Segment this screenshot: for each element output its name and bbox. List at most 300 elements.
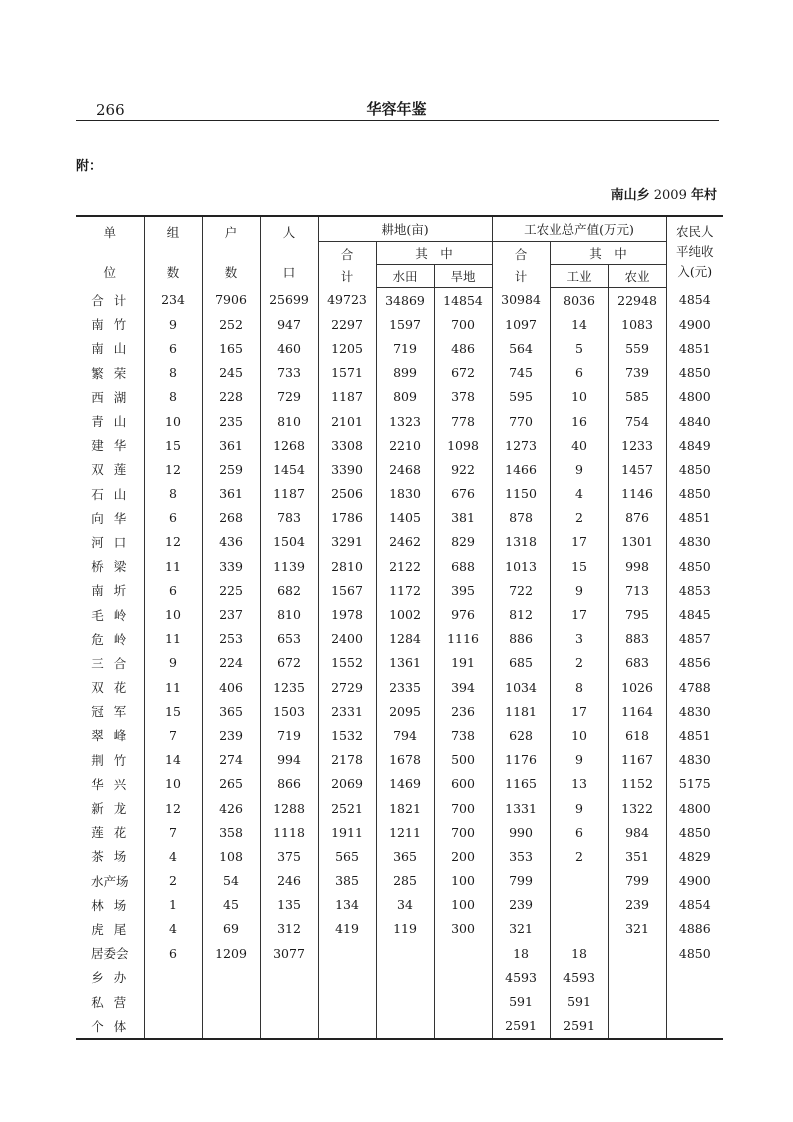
output-total-cell: 1181 — [492, 699, 550, 723]
output-total-cell: 591 — [492, 989, 550, 1013]
caption-place: 南山乡 — [610, 188, 650, 203]
dry-land-cell: 600 — [434, 772, 492, 796]
col-paddy: 水田 — [376, 265, 434, 288]
dry-land-cell — [434, 989, 492, 1013]
farmland-total-cell: 134 — [318, 893, 376, 917]
unit-name: 冠军 — [91, 704, 137, 720]
groups-cell: 9 — [144, 312, 202, 336]
income-cell: 4850 — [666, 457, 723, 481]
income-cell — [666, 965, 723, 989]
table-row — [76, 312, 723, 336]
farmland-total-cell: 2521 — [318, 796, 376, 820]
population-cell: 719 — [260, 723, 318, 747]
agriculture-cell: 618 — [608, 723, 666, 747]
households-cell: 54 — [202, 869, 260, 893]
industry-cell: 4593 — [550, 965, 608, 989]
col-farmland-total — [318, 242, 376, 288]
table-row — [76, 409, 723, 433]
paddy-cell: 119 — [376, 917, 434, 941]
population-cell: 810 — [260, 602, 318, 626]
paddy-cell: 809 — [376, 385, 434, 409]
industry-cell: 9 — [550, 578, 608, 602]
groups-cell: 8 — [144, 482, 202, 506]
table-row — [76, 482, 723, 506]
table-row — [76, 675, 723, 699]
agriculture-cell: 1146 — [608, 482, 666, 506]
income-cell: 4853 — [666, 578, 723, 602]
industry-cell: 9 — [550, 457, 608, 481]
table-row — [76, 869, 723, 893]
income-cell: 4840 — [666, 409, 723, 433]
dry-land-cell: 700 — [434, 312, 492, 336]
unit-name: 虎尾 — [91, 921, 137, 937]
households-cell: 1209 — [202, 941, 260, 965]
population-cell: 246 — [260, 869, 318, 893]
farmland-total-cell — [318, 1014, 376, 1039]
col-unit-bottom: 位 — [103, 265, 116, 281]
groups-cell: 7 — [144, 723, 202, 747]
industry-cell: 40 — [550, 433, 608, 457]
population-cell: 733 — [260, 361, 318, 385]
paddy-cell: 365 — [376, 844, 434, 868]
agriculture-cell — [608, 989, 666, 1013]
agriculture-cell: 1164 — [608, 699, 666, 723]
income-cell: 4850 — [666, 941, 723, 965]
households-cell: 235 — [202, 409, 260, 433]
industry-cell: 3 — [550, 627, 608, 651]
unit-name: 水产场 — [90, 873, 129, 889]
households-cell: 253 — [202, 627, 260, 651]
output-total-cell: 1034 — [492, 675, 550, 699]
population-cell: 25699 — [260, 288, 318, 313]
table-row — [76, 530, 723, 554]
output-total-cell: 878 — [492, 506, 550, 530]
output-total-cell: 685 — [492, 651, 550, 675]
output-total-cell: 799 — [492, 869, 550, 893]
agriculture-cell: 239 — [608, 893, 666, 917]
agriculture-cell: 1322 — [608, 796, 666, 820]
col-output-total-top: 合 — [514, 246, 528, 262]
income-cell: 4900 — [666, 869, 723, 893]
farmland-total-cell: 1571 — [318, 361, 376, 385]
households-cell — [202, 1014, 260, 1039]
industry-cell: 16 — [550, 409, 608, 433]
industry-cell: 17 — [550, 699, 608, 723]
unit-name: 毛岭 — [91, 607, 137, 623]
table-row — [76, 288, 723, 313]
output-total-cell: 2591 — [492, 1014, 550, 1039]
groups-cell: 8 — [144, 361, 202, 385]
households-cell: 361 — [202, 482, 260, 506]
groups-cell: 9 — [144, 651, 202, 675]
population-cell: 866 — [260, 772, 318, 796]
population-cell: 1235 — [260, 675, 318, 699]
paddy-cell: 2335 — [376, 675, 434, 699]
col-unit-top: 单 — [103, 225, 116, 241]
groups-cell: 12 — [144, 457, 202, 481]
farmland-total-cell: 3291 — [318, 530, 376, 554]
table-row — [76, 796, 723, 820]
farmland-total-cell: 49723 — [318, 288, 376, 313]
income-cell: 4788 — [666, 675, 723, 699]
industry-cell: 8 — [550, 675, 608, 699]
income-cell: 4800 — [666, 796, 723, 820]
agriculture-cell: 799 — [608, 869, 666, 893]
households-cell: 237 — [202, 602, 260, 626]
households-cell: 165 — [202, 336, 260, 360]
dry-land-cell: 688 — [434, 554, 492, 578]
households-cell: 245 — [202, 361, 260, 385]
unit-name: 私营 — [91, 994, 137, 1010]
groups-cell — [144, 989, 202, 1013]
income-cell: 4800 — [666, 385, 723, 409]
industry-cell: 10 — [550, 385, 608, 409]
dry-land-cell: 381 — [434, 506, 492, 530]
groups-cell: 4 — [144, 844, 202, 868]
income-cell: 4856 — [666, 651, 723, 675]
dry-land-cell — [434, 941, 492, 965]
caption-year: 2009 — [653, 188, 687, 203]
industry-cell: 14 — [550, 312, 608, 336]
agriculture-cell: 683 — [608, 651, 666, 675]
col-output-of-which: 其 中 — [550, 242, 666, 265]
groups-cell: 10 — [144, 409, 202, 433]
col-income-line3: 入(元) — [677, 264, 713, 280]
income-cell: 4854 — [666, 288, 723, 313]
unit-name: 双莲 — [91, 462, 137, 478]
paddy-cell: 1821 — [376, 796, 434, 820]
groups-cell: 6 — [144, 578, 202, 602]
households-cell: 259 — [202, 457, 260, 481]
farmland-total-cell: 1187 — [318, 385, 376, 409]
col-agriculture: 农业 — [608, 265, 666, 288]
agriculture-cell: 883 — [608, 627, 666, 651]
population-cell — [260, 989, 318, 1013]
population-cell: 1288 — [260, 796, 318, 820]
col-industry: 工业 — [550, 265, 608, 288]
population-cell: 810 — [260, 409, 318, 433]
agriculture-cell: 1233 — [608, 433, 666, 457]
dry-land-cell: 100 — [434, 869, 492, 893]
paddy-cell — [376, 989, 434, 1013]
farmland-total-cell: 2069 — [318, 772, 376, 796]
population-cell: 1503 — [260, 699, 318, 723]
output-total-cell: 30984 — [492, 288, 550, 313]
col-households — [202, 216, 260, 288]
col-groups-top: 组 — [166, 225, 180, 241]
dry-land-cell: 700 — [434, 796, 492, 820]
farmland-total-cell: 3308 — [318, 433, 376, 457]
output-total-cell: 1150 — [492, 482, 550, 506]
output-total-cell: 4593 — [492, 965, 550, 989]
output-total-cell: 1097 — [492, 312, 550, 336]
output-total-cell: 1318 — [492, 530, 550, 554]
table-row — [76, 602, 723, 626]
industry-cell: 6 — [550, 820, 608, 844]
households-cell: 339 — [202, 554, 260, 578]
groups-cell: 11 — [144, 554, 202, 578]
table-row — [76, 723, 723, 747]
households-cell: 252 — [202, 312, 260, 336]
population-cell: 135 — [260, 893, 318, 917]
unit-name: 河口 — [91, 534, 137, 550]
farmland-total-cell: 1786 — [318, 506, 376, 530]
page-number: 266 — [96, 101, 125, 119]
farmland-total-cell: 2101 — [318, 409, 376, 433]
agriculture-cell: 754 — [608, 409, 666, 433]
unit-name: 南圻 — [91, 583, 137, 599]
industry-cell: 17 — [550, 602, 608, 626]
industry-cell: 2 — [550, 651, 608, 675]
industry-cell: 8036 — [550, 288, 608, 313]
groups-cell: 6 — [144, 941, 202, 965]
industry-cell: 2 — [550, 506, 608, 530]
population-cell: 682 — [260, 578, 318, 602]
groups-cell: 1 — [144, 893, 202, 917]
farmland-total-cell: 2729 — [318, 675, 376, 699]
groups-cell: 234 — [144, 288, 202, 313]
table-body — [76, 288, 723, 1039]
income-cell: 4849 — [666, 433, 723, 457]
col-farmland-total-top: 合 — [340, 246, 354, 262]
output-total-cell: 595 — [492, 385, 550, 409]
income-cell: 4850 — [666, 820, 723, 844]
households-cell: 436 — [202, 530, 260, 554]
col-households-top: 户 — [224, 225, 238, 241]
table-row — [76, 385, 723, 409]
output-total-cell: 812 — [492, 602, 550, 626]
farmland-total-cell: 565 — [318, 844, 376, 868]
table-row — [76, 917, 723, 941]
industry-cell: 9 — [550, 748, 608, 772]
households-cell: 426 — [202, 796, 260, 820]
farmland-total-cell: 1205 — [318, 336, 376, 360]
paddy-cell: 2122 — [376, 554, 434, 578]
paddy-cell: 2468 — [376, 457, 434, 481]
paddy-cell: 899 — [376, 361, 434, 385]
dry-land-cell — [434, 1014, 492, 1039]
table-row — [76, 361, 723, 385]
paddy-cell: 1002 — [376, 602, 434, 626]
population-cell: 3077 — [260, 941, 318, 965]
output-total-cell: 18 — [492, 941, 550, 965]
farmland-total-cell: 1911 — [318, 820, 376, 844]
unit-name: 建华 — [91, 438, 137, 454]
income-cell: 4850 — [666, 361, 723, 385]
income-cell: 4851 — [666, 506, 723, 530]
unit-name: 西湖 — [91, 389, 137, 405]
farmland-total-cell: 2810 — [318, 554, 376, 578]
paddy-cell: 285 — [376, 869, 434, 893]
paddy-cell: 1678 — [376, 748, 434, 772]
dry-land-cell: 500 — [434, 748, 492, 772]
income-cell — [666, 1014, 723, 1039]
unit-name: 乡办 — [91, 970, 137, 986]
paddy-cell: 34869 — [376, 288, 434, 313]
agriculture-cell: 559 — [608, 336, 666, 360]
groups-cell: 10 — [144, 772, 202, 796]
population-cell — [260, 1014, 318, 1039]
households-cell: 406 — [202, 675, 260, 699]
industry-cell: 2591 — [550, 1014, 608, 1039]
output-total-cell: 321 — [492, 917, 550, 941]
income-cell: 4851 — [666, 336, 723, 360]
population-cell: 729 — [260, 385, 318, 409]
industry-cell — [550, 917, 608, 941]
population-cell: 1187 — [260, 482, 318, 506]
population-cell: 1118 — [260, 820, 318, 844]
agriculture-cell: 351 — [608, 844, 666, 868]
agriculture-cell: 1026 — [608, 675, 666, 699]
agriculture-cell: 1301 — [608, 530, 666, 554]
population-cell: 994 — [260, 748, 318, 772]
dry-land-cell: 700 — [434, 820, 492, 844]
farmland-total-cell: 419 — [318, 917, 376, 941]
industry-cell: 9 — [550, 796, 608, 820]
income-cell: 4900 — [666, 312, 723, 336]
agriculture-cell: 795 — [608, 602, 666, 626]
farmland-total-cell: 385 — [318, 869, 376, 893]
unit-name: 桥梁 — [91, 559, 137, 575]
income-cell: 4886 — [666, 917, 723, 941]
farmland-total-cell: 2400 — [318, 627, 376, 651]
section-label: 附： — [76, 159, 103, 174]
agriculture-cell: 876 — [608, 506, 666, 530]
agriculture-cell — [608, 1014, 666, 1039]
paddy-cell: 2210 — [376, 433, 434, 457]
unit-name: 新龙 — [91, 801, 137, 817]
agriculture-cell: 321 — [608, 917, 666, 941]
agriculture-cell: 1083 — [608, 312, 666, 336]
output-total-cell: 990 — [492, 820, 550, 844]
table-caption — [611, 184, 717, 203]
groups-cell — [144, 1014, 202, 1039]
col-population — [260, 216, 318, 288]
households-cell: 361 — [202, 433, 260, 457]
unit-name: 双花 — [91, 680, 137, 696]
paddy-cell: 794 — [376, 723, 434, 747]
col-population-top: 人 — [282, 225, 296, 241]
farmland-total-cell: 1567 — [318, 578, 376, 602]
population-cell: 1454 — [260, 457, 318, 481]
col-groups-bottom: 数 — [166, 265, 180, 281]
statistics-table — [76, 215, 723, 1040]
groups-cell: 11 — [144, 675, 202, 699]
income-cell: 4850 — [666, 554, 723, 578]
agriculture-cell: 1167 — [608, 748, 666, 772]
unit-name: 华兴 — [91, 776, 137, 792]
population-cell: 312 — [260, 917, 318, 941]
unit-name: 莲花 — [91, 825, 137, 841]
groups-cell: 4 — [144, 917, 202, 941]
table-row — [76, 336, 723, 360]
paddy-cell: 1172 — [376, 578, 434, 602]
industry-cell: 13 — [550, 772, 608, 796]
groups-cell: 6 — [144, 336, 202, 360]
industry-cell — [550, 893, 608, 917]
industry-cell: 17 — [550, 530, 608, 554]
dry-land-cell: 200 — [434, 844, 492, 868]
col-output-total — [492, 242, 550, 288]
paddy-cell — [376, 941, 434, 965]
groups-cell: 10 — [144, 602, 202, 626]
farmland-total-cell: 1978 — [318, 602, 376, 626]
dry-land-cell: 14854 — [434, 288, 492, 313]
industry-cell: 591 — [550, 989, 608, 1013]
agriculture-cell: 984 — [608, 820, 666, 844]
income-cell: 4830 — [666, 748, 723, 772]
header-rule — [76, 120, 719, 121]
table-row — [76, 748, 723, 772]
farmland-total-cell: 2297 — [318, 312, 376, 336]
paddy-cell — [376, 1014, 434, 1039]
paddy-cell: 1830 — [376, 482, 434, 506]
groups-cell: 15 — [144, 699, 202, 723]
table-row — [76, 506, 723, 530]
groups-cell: 14 — [144, 748, 202, 772]
population-cell: 783 — [260, 506, 318, 530]
table-row — [76, 578, 723, 602]
col-farmland: 耕地(亩) — [318, 216, 492, 242]
table-row — [76, 1014, 723, 1039]
income-cell: 5175 — [666, 772, 723, 796]
unit-name: 南竹 — [91, 317, 137, 333]
agriculture-cell — [608, 941, 666, 965]
unit-name: 南山 — [91, 341, 137, 357]
table-row — [76, 989, 723, 1013]
groups-cell: 6 — [144, 506, 202, 530]
farmland-total-cell: 2178 — [318, 748, 376, 772]
households-cell: 225 — [202, 578, 260, 602]
col-income-line1: 农民人 — [676, 224, 714, 240]
table-row — [76, 844, 723, 868]
unit-name: 青山 — [91, 414, 137, 430]
farmland-total-cell: 2331 — [318, 699, 376, 723]
agriculture-cell: 739 — [608, 361, 666, 385]
output-total-cell: 1176 — [492, 748, 550, 772]
dry-land-cell: 394 — [434, 675, 492, 699]
dry-land-cell — [434, 965, 492, 989]
households-cell: 7906 — [202, 288, 260, 313]
col-population-bottom: 口 — [282, 265, 296, 281]
paddy-cell: 1405 — [376, 506, 434, 530]
industry-cell: 5 — [550, 336, 608, 360]
income-cell: 4830 — [666, 530, 723, 554]
output-total-cell: 353 — [492, 844, 550, 868]
income-cell: 4830 — [666, 699, 723, 723]
output-total-cell: 628 — [492, 723, 550, 747]
col-dry-land: 旱地 — [434, 265, 492, 288]
unit-name: 三合 — [91, 655, 137, 671]
table-row — [76, 627, 723, 651]
output-total-cell: 1165 — [492, 772, 550, 796]
dry-land-cell: 236 — [434, 699, 492, 723]
dry-land-cell: 676 — [434, 482, 492, 506]
paddy-cell: 1323 — [376, 409, 434, 433]
industry-cell: 10 — [550, 723, 608, 747]
table-row — [76, 772, 723, 796]
industry-cell: 2 — [550, 844, 608, 868]
agriculture-cell — [608, 965, 666, 989]
paddy-cell: 1469 — [376, 772, 434, 796]
dry-land-cell: 191 — [434, 651, 492, 675]
population-cell: 672 — [260, 651, 318, 675]
groups-cell: 15 — [144, 433, 202, 457]
groups-cell: 7 — [144, 820, 202, 844]
unit-name: 居委会 — [90, 946, 129, 962]
col-output-total-bottom: 计 — [514, 268, 528, 284]
table-row — [76, 457, 723, 481]
